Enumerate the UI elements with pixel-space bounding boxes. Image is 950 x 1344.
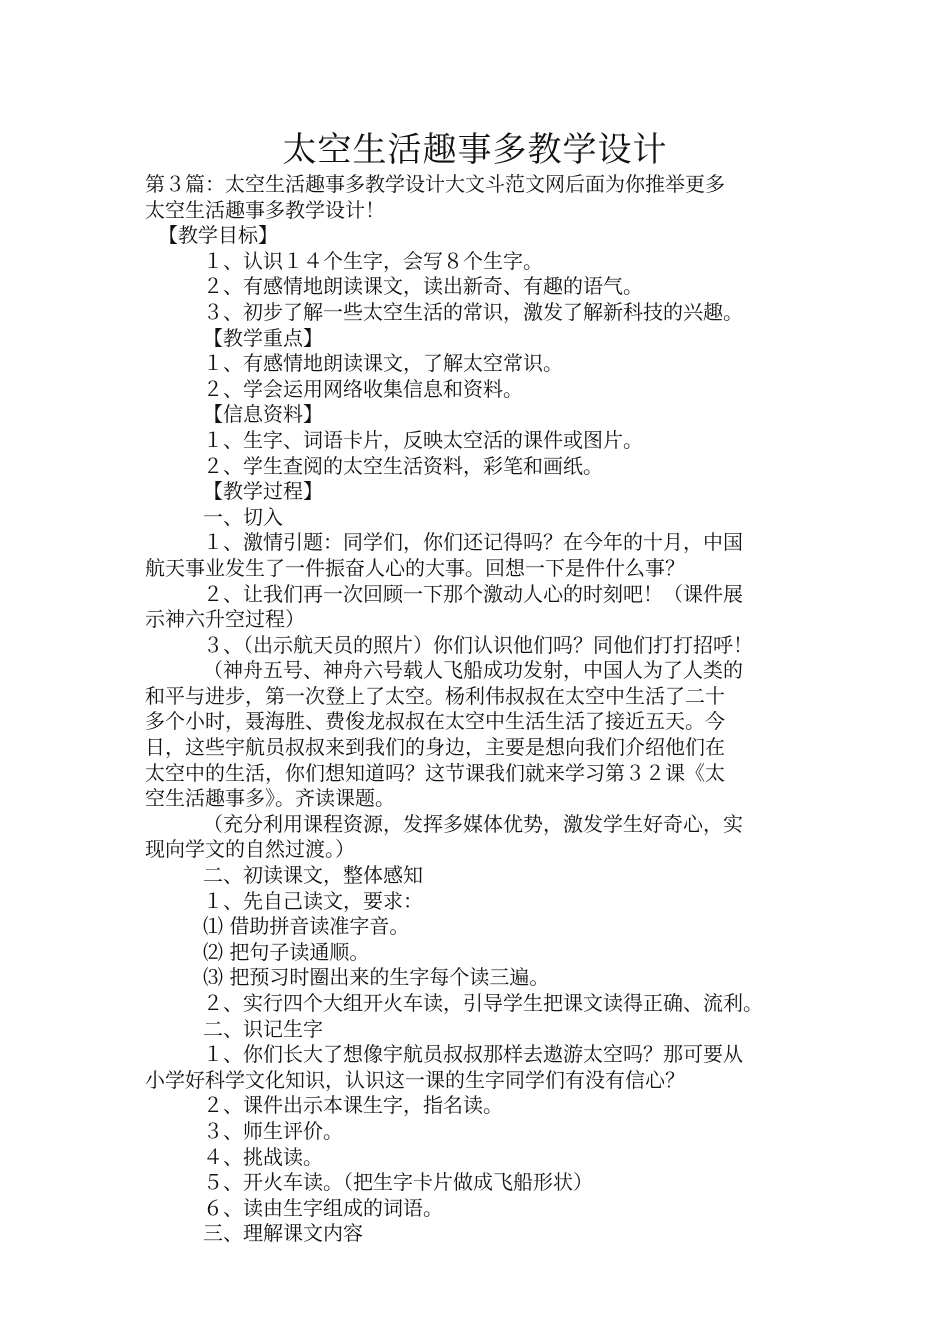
paragraph-line: ３、（出示航天员的照片）你们认识他们吗？同他们打打招呼！ bbox=[203, 632, 753, 657]
intro-line: 太空生活趣事多教学设计！ bbox=[145, 197, 385, 222]
paragraph-line: （充分利用课程资源，发挥多媒体优势，激发学生好奇心，实 bbox=[203, 811, 743, 836]
document-title: 太空生活趣事多教学设计 bbox=[282, 130, 668, 170]
subsection-heading: 二、识记生字 bbox=[203, 1016, 323, 1041]
subsection-heading: 二、初读课文，整体感知 bbox=[203, 863, 423, 888]
list-item: ２、实行四个大组开火车读，引导学生把课文读得正确、流利。 bbox=[203, 991, 763, 1015]
list-item: ２、课件出示本课生字，指名读。 bbox=[203, 1093, 503, 1118]
subsection-heading: 三、理解课文内容 bbox=[203, 1221, 363, 1246]
paragraph-line: 小学好科学文化知识，认识这一课的生字同学们有没有信心？ bbox=[145, 1067, 685, 1092]
list-item: ⑵ 把句子读通顺。 bbox=[203, 939, 370, 964]
paragraph-line: 示神六升空过程） bbox=[145, 607, 305, 632]
list-item: ２、学生查阅的太空生活资料，彩笔和画纸。 bbox=[203, 453, 603, 478]
paragraph-line: 航天事业发生了一件振奋人心的大事。回想一下是件什么事？ bbox=[145, 555, 685, 580]
section-heading: 【教学重点】 bbox=[203, 325, 323, 350]
list-item: ３、师生评价。 bbox=[203, 1118, 343, 1143]
intro-line: 第３篇：太空生活趣事多教学设计大文斗范文网后面为你推举更多 bbox=[145, 172, 725, 196]
list-item: ３、初步了解一些太空生活的常识，激发了解新科技的兴趣。 bbox=[203, 299, 743, 324]
paragraph-line: １、你们长大了想像宇航员叔叔那样去遨游太空吗？那可要从 bbox=[203, 1042, 743, 1067]
list-item: ２、有感情地朗读课文，读出新奇、有趣的语气。 bbox=[203, 274, 643, 299]
paragraph-line: 空生活趣事多》。齐读课题。 bbox=[145, 786, 395, 811]
list-item: ４、挑战读。 bbox=[203, 1144, 323, 1169]
list-item: １、先自己读文，要求： bbox=[203, 888, 423, 913]
list-item: １、生字、词语卡片，反映太空活的课件或图片。 bbox=[203, 427, 643, 452]
list-item: ⑴ 借助拼音读准字音。 bbox=[203, 914, 410, 939]
list-item: ⑶ 把预习时圈出来的生字每个读三遍。 bbox=[203, 965, 550, 990]
subsection-heading: 一、切入 bbox=[203, 504, 283, 529]
paragraph-line: ２、让我们再一次回顾一下那个激动人心的时刻吧！（课件展 bbox=[203, 581, 743, 606]
paragraph-line: 日，这些宇航员叔叔来到我们的身边，主要是想向我们介绍他们在 bbox=[145, 735, 725, 760]
list-item: １、认识１４个生字，会写８个生字。 bbox=[203, 248, 543, 273]
paragraph-line: 现向学文的自然过渡。） bbox=[145, 837, 355, 862]
section-heading: 【信息资料】 bbox=[203, 402, 323, 427]
section-heading: 【教学过程】 bbox=[203, 479, 323, 504]
paragraph-line: （神舟五号、神舟六号载人飞船成功发射，中国人为了人类的 bbox=[203, 658, 743, 683]
document-body bbox=[145, 172, 825, 1247]
list-item: ２、学会运用网络收集信息和资料。 bbox=[203, 376, 523, 401]
paragraph-line: 多个小时，聂海胜、费俊龙叔叔在太空中生活生活了接近五天。今 bbox=[145, 709, 725, 734]
paragraph-line: １、激情引题：同学们，你们还记得吗？在今年的十月，中国 bbox=[203, 530, 743, 555]
paragraph-line: 太空中的生活，你们想知道吗？这节课我们就来学习第３２课《太 bbox=[145, 760, 725, 785]
section-heading: 【教学目标】 bbox=[158, 223, 278, 248]
list-item: ６、读由生字组成的词语。 bbox=[203, 1195, 443, 1220]
list-item: １、有感情地朗读课文，了解太空常识。 bbox=[203, 351, 563, 376]
list-item: ５、开火车读。（把生字卡片做成飞船形状） bbox=[203, 1170, 593, 1195]
paragraph-line: 和平与进步，第一次登上了太空。杨利伟叔叔在太空中生活了二十 bbox=[145, 683, 725, 708]
